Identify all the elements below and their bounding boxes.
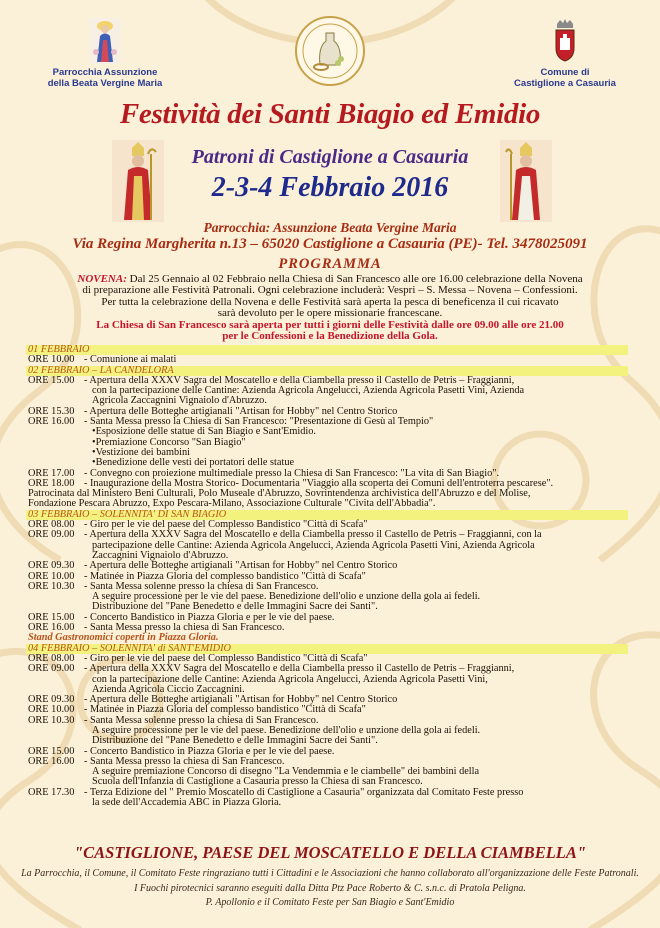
row-text: - Giro per le vie del paese del Complesso Bandistico "Città di Scafa" xyxy=(84,652,368,664)
address-line: Via Regina Margherita n.13 – 65020 Castiglione a Casauria (PE)- Tel. 3478025091 xyxy=(72,236,588,252)
festival-seal-icon xyxy=(294,15,366,87)
row-time: ORE 16.00 xyxy=(28,622,75,634)
bullet-item: • Esposizione delle statue di San Biagio e Sant'Emidio. xyxy=(28,427,644,437)
row-continuation: A seguire processione per le vie del paese. Benedizione dell'olio e unzione della gola ai fedeli. xyxy=(92,724,481,736)
slogan: "CASTIGLIONE, PAESE DEL MOSCATELLO E DELLA CIAMBELLA" xyxy=(73,843,587,862)
novena-line1: Dal 25 Gennaio al 02 Febbraio nella Chiesa di San Francesco alle ore 16.00 celebrazione della Novena xyxy=(126,273,583,285)
row-time: ORE 16.00 xyxy=(28,755,75,767)
credits-line3: P. Apollonio e il Comitato Feste per San Biagio e Sant'Emidio xyxy=(205,897,455,909)
bullet-item: • Premiazione Concorso "San Biagio" xyxy=(28,438,644,448)
row-time: ORE 16.00 xyxy=(28,416,75,428)
row-continuation: la sede dell'Accademia ABC in Piazza Gloria. xyxy=(92,797,282,809)
novena-line3: Per tutta la celebrazione della Novena e delle Festività sarà aperta la pesca di beneficenza il cui ricavato xyxy=(101,295,559,308)
row-text: - Giro per le vie del paese del Complesso Bandistico "Città di Scafa" xyxy=(84,519,368,531)
patronage-line: Fondazione Pescara Abruzzo, Expo Pescara-Milano, Associazione Culturale "Civita dell'Abbadia". xyxy=(28,498,436,510)
row-text: - Apertura delle Botteghe artigianali "Artisan for Hobby" nel Centro Storico xyxy=(84,694,398,706)
day-header-03: 03 FEBBRAIO – SOLENNITA' DI SAN BIAGIO xyxy=(26,510,628,520)
row-time: ORE 09.00 xyxy=(28,663,75,675)
novena-line4: sarà devoluto per le opere missionarie francescane. xyxy=(217,307,443,320)
row-time: ORE 10.30 xyxy=(28,580,75,592)
coat-of-arms-icon xyxy=(551,18,579,62)
comune-line1: Comune di xyxy=(540,67,590,78)
schedule-row xyxy=(28,561,644,571)
row-continuation: con la partecipazione delle Cantine: Azienda Agricola Angelucci, Azienda Agricola Pasetti Vini, xyxy=(92,673,488,685)
parish-name-line1: Parrocchia Assunzione xyxy=(52,67,158,78)
row-text: - Inaugurazione della Mostra Storico- Documentaria "Viaggio alla scoperta dei Comuni dell'entroterra pescarese". xyxy=(84,477,554,489)
novena-label: NOVENA: xyxy=(77,273,127,285)
row-time: ORE 15.30 xyxy=(28,405,75,417)
row-time: ORE 09.30 xyxy=(28,694,75,706)
subtitle: Patroni di Castiglione a Casauria xyxy=(191,146,469,168)
saint-emidio-icon xyxy=(500,140,552,222)
row-text: - Matinée in Piazza Gloria del complesso bandistico "Città di Scafa" xyxy=(84,704,366,716)
row-text: - Apertura della XXXV Sagra del Moscatello e della Ciambella presso il Castello de Petris – Fraggianni, xyxy=(84,663,515,675)
row-time: ORE 09.30 xyxy=(28,560,75,572)
madonna-icon xyxy=(89,18,121,64)
row-time: ORE 09.00 xyxy=(28,529,75,541)
bullet-item: • Vestizione dei bambini xyxy=(28,448,644,458)
row-text: - Convegno con proiezione multimediale presso la Chiesa di San Francesco: "La vita di San Biagio". xyxy=(84,467,500,479)
comune-line2: Castiglione a Casauria xyxy=(514,78,616,89)
row-text: - Apertura della XXXV Sagra del Moscatello e della Ciambella presso il Castello de Petris – Fraggianni, con la xyxy=(84,529,542,541)
row-text: - Santa Messa solenne presso la chiesa di San Francesco. xyxy=(84,580,319,592)
festival-dates: 2-3-4 Febbraio 2016 xyxy=(211,172,449,203)
novena-block xyxy=(22,274,638,342)
row-text: - Santa Messa solenne presso la chiesa di San Francesco. xyxy=(84,714,319,726)
row-continuation: Distribuzione del "Pane Benedetto e delle Immagini Sacre dei Santi". xyxy=(92,735,378,747)
row-time: ORE 10.30 xyxy=(28,714,75,726)
day-header-02: 02 FEBBRAIO – LA CANDELORA xyxy=(26,366,628,376)
row-time: ORE 10.00 xyxy=(28,704,75,716)
row-time: ORE 18.00 xyxy=(28,477,75,489)
row-text: - Santa Messa presso la Chiesa di San Francesco: "Presentazione di Gesù al Tempio" xyxy=(84,416,434,428)
row-continuation: Distribuzione del "Pane Benedetto e delle Immagini Sacre dei Santi". xyxy=(92,601,378,613)
page-title: Festività dei Santi Biagio ed Emidio xyxy=(119,98,541,130)
credits-line2: I Fuochi pirotecnici saranno eseguiti dalla Ditta Ptz Pace Roberto & C. s.n.c. di Pratola Peligna. xyxy=(134,882,526,894)
schedule xyxy=(28,345,644,808)
parish-name-line2: della Beata Vergine Maria xyxy=(47,78,163,89)
row-time: ORE 10.00 xyxy=(28,570,75,582)
patronage-line: Patrocinata dal Ministero Beni Culturali, Polo Museale d'Abruzzo, Sovrintendenza archivistica dell'Abruzzo e del Molise, xyxy=(28,488,531,500)
row-continuation: Zaccagnini Vignaiolo d'Abruzzo. xyxy=(92,549,229,561)
stand-gastronomici-note: Stand Gastronomici coperti in Piazza Gloria. xyxy=(28,632,219,644)
row-text: - Santa Messa presso la chiesa di San Francesco. xyxy=(84,755,285,767)
row-time: ORE 10.00 xyxy=(28,354,75,366)
credits xyxy=(10,867,650,911)
church-hours-line1: La Chiesa di San Francesco sarà aperta per tutti i giorni delle Festività dalle ore 09.00 alle ore 21.00 xyxy=(96,318,564,331)
row-time: ORE 08.00 xyxy=(28,519,75,531)
parish-line: Parrocchia: Assunzione Beata Vergine Maria xyxy=(203,220,457,235)
row-continuation: Agricola Zaccagnini Vignaiolo d'Abruzzo. xyxy=(92,395,267,407)
church-hours-line2: per le Confessioni e la Benedizione della Gola. xyxy=(222,330,438,343)
day-header-01: 01 FEBBRAIO xyxy=(26,345,628,355)
row-continuation: con la partecipazione delle Cantine: Azienda Agricola Angelucci, Azienda Agricola Pasetti Vini, Azienda xyxy=(92,385,525,397)
row-text: - Comunione ai malati xyxy=(84,354,177,366)
row-text: - Concerto Bandistico in Piazza Gloria e per le vie del paese. xyxy=(84,611,335,623)
comune-header xyxy=(500,18,630,89)
row-continuation: partecipazione delle Cantine: Azienda Agricola Angelucci, Azienda Agricola Pasetti Vini, Azienda Agricola xyxy=(92,539,535,551)
bullet-item: • Benedizione delle vesti dei portatori delle statue xyxy=(28,458,644,468)
credits-line1: La Parrocchia, il Comune, il Comitato Feste ringraziano tutti i Cittadini e le Associazioni che hanno collaborato all'organizzazione delle Feste Patronali. xyxy=(21,868,639,879)
row-text: - Terza Edizione del " Premio Moscatello di Castiglione a Casauria" organizzata dal Comitato Feste presso xyxy=(84,786,524,798)
row-time: ORE 15.00 xyxy=(28,374,75,386)
row-text: - Matinée in Piazza Gloria del complesso bandistico "Città di Scafa" xyxy=(84,570,366,582)
row-time: ORE 08.00 xyxy=(28,652,75,664)
row-continuation: A seguire premiazione Concorso di disegno "La Vendemmia e le ciambelle" dei bambini della xyxy=(92,766,480,778)
row-text: - Santa Messa presso la chiesa di San Francesco. xyxy=(84,622,285,634)
row-time: ORE 15.00 xyxy=(28,745,75,757)
row-continuation: Scuola dell'Infanzia di Castiglione a Casauria presso la Chiesa di san Francesco. xyxy=(92,776,423,788)
parish-header xyxy=(30,18,180,89)
row-text: - Apertura della XXXV Sagra del Moscatello e della Ciambella presso il Castello de Petris – Fraggianni, xyxy=(84,374,515,386)
row-text: - Apertura delle Botteghe artigianali "Artisan for Hobby" nel Centro Storico xyxy=(84,405,398,417)
programma-heading: PROGRAMMA xyxy=(278,256,382,272)
row-continuation: Azienda Agricola Ciccio Zaccagnini. xyxy=(92,683,245,695)
row-text: - Concerto Bandistico in Piazza Gloria e per le vie del paese. xyxy=(84,745,335,757)
schedule-row xyxy=(28,664,644,674)
saint-biagio-icon xyxy=(112,140,164,222)
row-time: ORE 15.00 xyxy=(28,611,75,623)
row-text: - Apertura delle Botteghe artigianali "Artisan for Hobby" nel Centro Storico xyxy=(84,560,398,572)
day-header-04: 04 FEBBRAIO – SOLENNITA' di SANT'EMIDIO xyxy=(26,644,628,654)
row-continuation: A seguire processione per le vie del paese. Benedizione dell'olio e unzione della gola ai fedeli. xyxy=(92,591,481,603)
row-time: ORE 17.30 xyxy=(28,786,75,798)
row-time: ORE 17.00 xyxy=(28,467,75,479)
novena-line2: di preparazione alle Festività Patronali. Ogni celebrazione includerà: Vespri – S. Messa – Novena – Confessioni. xyxy=(82,284,578,297)
